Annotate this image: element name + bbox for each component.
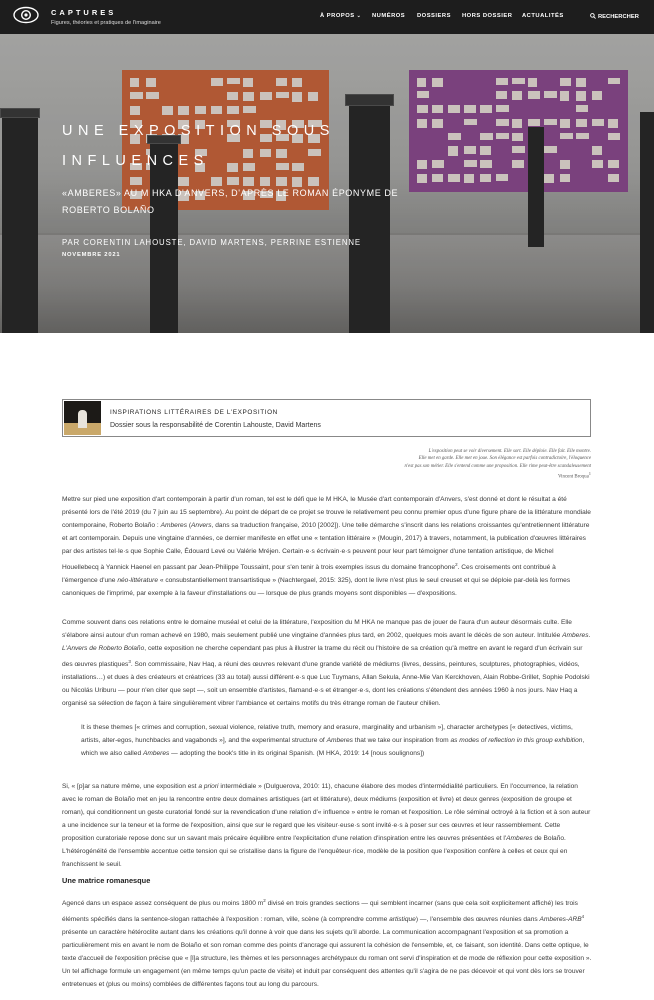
nav-news[interactable]: ACTUALITÉS	[522, 13, 564, 19]
article-paragraph	[62, 894, 592, 991]
text: , cette exposition ne cherche cependant pas plus à illustrer la trame du récit ou l'histoire de sa création qu'à mettre en avant le regard d'un écrivain sur des œuvres plastiques	[62, 645, 583, 669]
site-tagline: Figures, théories et pratiques de l'imaginaire	[51, 20, 161, 26]
nav-out-of-dossier[interactable]: HORS DOSSIER	[462, 13, 513, 19]
text: .	[588, 632, 591, 639]
text: — adopting the book's title in its original Spanish. (M HKA, 2019: 14 [nous soulignons])	[169, 750, 425, 757]
text: Si, « [p]ar sa nature même, une exposition est	[62, 783, 199, 790]
text: that we take our inspiration from	[352, 737, 451, 744]
search-link[interactable]	[590, 13, 639, 20]
dossier-thumbnail[interactable]	[64, 401, 101, 435]
epigraph-author	[341, 470, 591, 481]
text: L'Anvers de Roberto Bolaño	[62, 645, 145, 652]
text: Amberes	[506, 835, 533, 842]
chevron-down-icon: ⌄	[356, 13, 362, 19]
text: Amberes	[562, 632, 589, 639]
article-title-line: INFLUENCES	[62, 153, 209, 169]
text: présente un caractère hétéroclite autant dans les créations qu'il donne à voir que dans les sujets qu'il aborde. La communication accompagnant l'exposition et sa promotion a particulièrement mis en avant le nom de Bolaño et son roman comme des points d'ancrage qui assurent la cohésion de l'ensemble, et, ce faisant, son identité. Dans cette optique, le texte d'accueil de l'exposition précise que « [l]a structure, les thèmes et les personnages archétypaux du roman ont servi d'inspiration et de mode de réflexion pour cette exposition ». Un tel affichage formule un engagement (en même temps qu'un pacte de visite) et induit par conséquent des attentes qu'il s'agira de ne pas décevoir et qui vont dès lors se trouver entretenues et (plus ou moins) comblées de différentes façons tout au long du parcours.	[62, 929, 592, 989]
text: artistique	[389, 916, 416, 924]
article-date: NOVEMBRE 2021	[62, 252, 121, 258]
footnote-ref[interactable]: 1	[588, 470, 591, 476]
site-header	[0, 0, 654, 34]
text: a priori	[198, 783, 219, 790]
text: (	[187, 522, 192, 529]
article-paragraph	[62, 493, 592, 600]
article-subtitle	[62, 185, 422, 219]
nav-about-label: À PROPOS	[320, 13, 355, 19]
article-subtitle-line: ROBERTO BOLAÑO	[62, 205, 155, 215]
text: It is these themes [« crimes and corruption, sexual violence, relative truth, memory and erasure, marginality and urbanism »], character archetypes [« detectives, victims, artists, alter-egos, hunchbacks and vagabonds »], and the experimental structure of	[81, 724, 573, 744]
text: . Son commissaire, Nav Haq, a réuni des œuvres relevant d'une grande variété de médiums (livres, dessins, peintures, sculptures, photographies, vidéos, installations…) et dues à des créateurs et créatrices (33 au total) aussi différent·e·s que Luc Tuymans, Allan Sekula, Anne-Mie Van Kerckhoven, Alain Robbe-Grillet, Sophie Podolski ou Nicolás Uriburu — pour n'en citer que sept —, soit un ensemble d'artistes, flamand·e·s et étranger·e·s, dont les créations s'étendent des années 1960 à nos jours. Nav Haq a organisé sa sélection de façon à faire singulièrement vibrer l'ambiance et certains motifs du très étrange roman de l'auteur chilien.	[62, 661, 590, 708]
article-title-line: UNE EXPOSITION SOUS	[62, 123, 335, 139]
eye-logo-icon[interactable]	[13, 6, 39, 24]
article-authors: PAR CORENTIN LAHOUSTE, DAVID MARTENS, PERRINE ESTIENNE	[62, 238, 362, 247]
text: Amberes-ARB	[539, 916, 582, 924]
footnote-ref[interactable]: 4	[581, 914, 585, 920]
text: , which we also called	[81, 737, 585, 757]
article-title	[62, 116, 382, 176]
text: Agencé dans un espace assez conséquent de plus ou moins 1800 m	[62, 900, 264, 908]
site-brand[interactable]: CAPTURES	[51, 8, 117, 17]
article-paragraph	[62, 616, 592, 710]
epigraph	[341, 448, 591, 481]
nav-issues[interactable]: NUMÉROS	[372, 13, 406, 19]
section-heading: Une matrice romanesque	[62, 876, 151, 885]
search-icon	[590, 13, 596, 19]
dossier-responsibility: Dossier sous la responsabilité de Corentin Lahouste, David Martens	[110, 422, 321, 429]
footnote-ref[interactable]: 2	[455, 562, 458, 567]
dossier-card[interactable]	[62, 399, 591, 437]
block-quote	[81, 721, 592, 760]
text: as modes of reflection in this group exhibition	[450, 737, 583, 744]
text: Comme souvent dans ces relations entre le domaine muséal et celui de la littérature, l'exposition du M HKA ne manque pas de jouer de l'aura d'un auteur désormais culte. Elle s'élabore ainsi autour d'un roman achevé en 1980, mais seulement publié une vingtaine d'années plus tard, en 2002, quelques mois avant le décès de son auteur. Intitulée	[62, 619, 572, 639]
text: , dans sa traduction française, 2010 [2002]). Une telle démarche s'inscrit dans les relations croissantes qu'entretiennent littérature et art contemporain. Depuis une vingtaine d'années, ce dernier manifeste en effet une « tentation littéraire » (Mougin, 2017) à travers, notamment, la publication d'œuvres littéraires par des artistes tel·le·s que Sophie Calle, Édouard Levé ou Valérie Mréjen. Certain·e·s écrivain·e·s peuvent pour leur part témoigner d'une tentation artistique, de Michel Houellebecq à Yannick Haenel en passant par Jean-Philippe Toussaint, pour s'en tenir à trois exemples issus du domaine francophone	[62, 522, 590, 572]
epigraph-line: Elle met en garde. Elle met en joue. Son élégance est parfois contradictoire, l'éloquence	[418, 456, 591, 462]
nav-dossiers[interactable]: DOSSIERS	[417, 13, 451, 19]
text: . Ces croisements ont contribué à l'émergence d'une	[62, 564, 556, 585]
text: Anvers	[191, 522, 212, 529]
text: intermédiale » (Dulguerova, 2010: 11), chacune élabore des modes d'intermédialité particuliers. En l'occurrence, la relation avec le roman de Bolaño met en jeu la rencontre entre deux domaines artistiques (art et littérature), deux médiums (exposition et livre) et deux genres (exposition de groupe et roman), qui conditionnent un geste curatorial fondé sur la revendication d'une relation d'« influence » entre le roman et l'exposition. Le rôle séminal octroyé à la fiction et à son auteur a une incidence sur la teneur et la forme de l'exposition, ainsi que sur le regard que les visiteur·euse·s sont invité·e·s à poser sur ces œuvres et leur rassemblement. Cette proposition curatoriale repose donc sur un savant mais précaire équilibre entre l'explicitation d'une relation d'inspiration entre les œuvres présentées et l'	[62, 783, 591, 842]
text: Amberes	[160, 522, 187, 529]
text: « consubstantiellement transartistique » (Nachtergael, 2015: 325), dont le livre n'est plus le seul creuset et qui se déploie par-delà les formes canoniques de l'imprimé, par exemple à la faveur d'installations ou — lorsque de plus grands moyens sont disponibles — d'expositions.	[62, 577, 571, 598]
text: de Bolaño. L'hétérogénéité de l'ensemble accentue cette tension qui se cristallise dans la figure de l'enquêteur·rice, modèle de la position que l'exposition confère à celles et ceux qui en franchissent le seuil.	[62, 835, 568, 868]
text: 2	[263, 898, 266, 903]
nav-about[interactable]	[320, 13, 361, 19]
dossier-label[interactable]: INSPIRATIONS LITTÉRAIRES DE L'EXPOSITION	[110, 409, 278, 416]
article-subtitle-line: «AMBERES» AU M HKA D'ANVERS, D'APRÈS LE ROMAN ÉPONYME DE	[62, 188, 399, 198]
hero-banner	[0, 34, 654, 333]
epigraph-line: L'exposition peut se voir diversement. Elle sort. Elle déploie. Elle fait. Elle montre.	[428, 449, 591, 454]
text: Mettre sur pied une exposition d'art contemporain à partir d'un roman, tel est le défi que le M HKA, le Musée d'art contemporain d'Anvers, s'est donné et dont le résultat a été présenté lors de l'été 2019 (du 7 juin au 15 septembre). Au point de départ de ce projet se trouve le relativement peu connu premier opus d'une figure phare de la littérature mondiale contemporaine, Roberto Bolaño :	[62, 496, 591, 529]
text: ) —, l'ensemble des œuvres réunies dans	[415, 916, 540, 924]
epigraph-line: n'est pas son métier. Elle s'entend comme une proposition. Elle rime peut-être scandaleusement	[404, 463, 591, 469]
text: divisé en trois grandes sections — qui semblent incarner (sans que cela soit explicitement affiché) les trois éléments spécifiés dans la sentence-slogan rattachée à l'exposition : roman, ville, scène (à comprendre comme	[62, 900, 578, 924]
search-label: RECHERCHER	[598, 14, 639, 20]
epigraph-author-name: Vincent Broqua	[557, 474, 589, 480]
text: néo-littérature	[117, 577, 158, 585]
text: Amberes	[142, 750, 170, 757]
text: Amberes	[326, 737, 353, 744]
footnote-ref[interactable]: 3	[128, 659, 131, 664]
article-paragraph	[62, 780, 592, 871]
